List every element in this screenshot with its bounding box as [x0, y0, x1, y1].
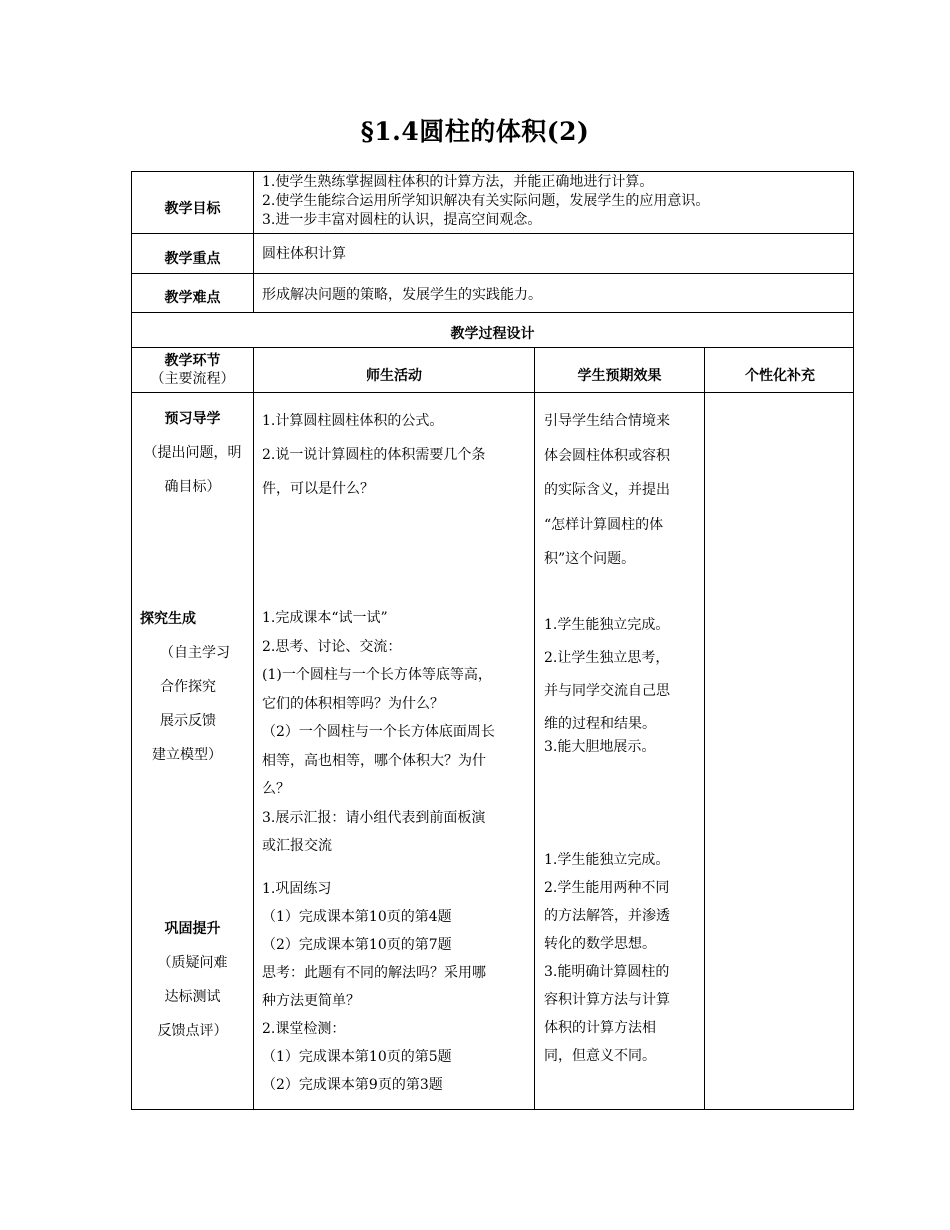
effect-line: 容积计算方法与计算	[544, 992, 670, 1008]
activity-line: 2.思考、讨论、交流：	[262, 638, 402, 655]
activity-line: 2.说一说计算圆柱的体积需要几个条	[262, 447, 486, 463]
row-divider	[132, 392, 853, 393]
stage-header-title: 教学环节	[164, 353, 221, 369]
effect-header: 学生预期效果	[577, 368, 662, 384]
stage-title: 探究生成	[140, 611, 196, 627]
stage-subtitle: 合作探究	[160, 679, 216, 695]
stage-subtitle: 达标测试	[164, 989, 221, 1005]
stage-consolidate	[132, 912, 253, 1048]
col-divider	[253, 172, 254, 312]
row-divider	[132, 233, 853, 234]
activity-line: 思考：此题有不同的解法吗？采用哪	[262, 965, 486, 981]
activity-line: （1）完成课本第10页的第5题	[262, 1049, 452, 1065]
effect-line: 的实际含义，并提出	[544, 482, 670, 498]
effect-explore	[544, 609, 670, 764]
stage-header-sub: （主要流程）	[150, 371, 235, 387]
effect-line: 2.学生能用两种不同	[544, 880, 670, 896]
effect-consolidate	[544, 846, 670, 1070]
activity-line: 么？	[262, 781, 290, 797]
activity-line: 或汇报交流	[262, 838, 332, 854]
page-title: §1.4圆柱的体积(2)	[360, 117, 590, 146]
effect-line: 的方法解答，并渗透	[544, 908, 670, 924]
col-divider	[534, 347, 535, 1109]
effect-line: 2.让学生独立思考，	[544, 650, 670, 666]
stage-subtitle: 建立模型）	[152, 747, 222, 763]
stage-subtitle: （自主学习	[160, 645, 230, 661]
activity-line: (1)一个圆柱与一个长方体等底等高，	[262, 667, 492, 683]
row-divider	[132, 347, 853, 348]
activity-line: 件，可以是什么？	[262, 481, 374, 497]
row-divider	[132, 273, 853, 274]
effect-line: 1.学生能独立完成。	[544, 617, 670, 633]
supplement-header: 个性化补充	[745, 368, 815, 384]
key-point-label: 教学重点	[164, 251, 221, 267]
effect-line: 积”这个问题。	[544, 551, 636, 567]
effect-line: 并与同学交流自己思	[544, 683, 670, 699]
effect-line: 体积的计算方法相	[544, 1020, 656, 1036]
stage-title: 巩固提升	[164, 921, 221, 937]
stage-subtitle: （质疑问难	[157, 955, 228, 971]
stage-explore	[140, 602, 230, 772]
difficulty-label: 教学难点	[164, 290, 221, 306]
activity-line: 种方法更简单？	[262, 993, 360, 1009]
stage-subtitle: （提出问题，明	[143, 445, 242, 461]
goals-label: 教学目标	[164, 201, 221, 217]
activity-header: 师生活动	[366, 368, 422, 384]
effect-line: 体会圆柱体积或容积	[544, 447, 670, 464]
effect-line: 维的过程和结果。	[544, 716, 656, 732]
activity-line: 3.展示汇报：请小组代表到前面板演	[262, 809, 486, 826]
activity-line: （2）一个圆柱与一个长方体底面周长	[262, 724, 495, 740]
effect-line: 3.能大胆地展示。	[544, 739, 656, 755]
activity-line: 它们的体积相等吗？为什么？	[262, 695, 444, 712]
difficulty-text: 形成解决问题的策略，发展学生的实践能力。	[262, 287, 542, 303]
activity-line: 1.完成课本“试一试”	[262, 610, 388, 626]
activity-line: （2）完成课本第9页的第3题	[262, 1077, 443, 1093]
activity-line: （2）完成课本第10页的第7题	[262, 937, 452, 953]
effect-line: 同，但意义不同。	[544, 1048, 656, 1064]
lesson-plan-table	[131, 171, 854, 1110]
effect-line: 转化的数学思想。	[544, 936, 656, 952]
activity-preview	[262, 404, 485, 506]
effect-preview	[544, 404, 670, 577]
activity-explore	[262, 604, 495, 861]
goal-item: 3.进一步丰富对圆柱的认识，提高空间观念。	[262, 212, 542, 228]
goals-content	[262, 173, 709, 230]
col-divider	[704, 347, 705, 1109]
stage-subtitle: 展示反馈	[160, 713, 216, 729]
activity-line: （1）完成课本第10页的第4题	[262, 909, 452, 925]
effect-line: 1.学生能独立完成。	[544, 852, 670, 868]
stage-header	[132, 352, 253, 388]
row-divider	[132, 312, 853, 313]
col-divider	[253, 347, 254, 1109]
stage-subtitle: 反馈点评）	[157, 1023, 228, 1039]
effect-line: 引导学生结合情境来	[544, 413, 670, 429]
stage-preview	[132, 402, 253, 504]
stage-subtitle: 确目标）	[164, 479, 221, 495]
activity-consolidate	[262, 875, 486, 1099]
key-point-text: 圆柱体积计算	[262, 246, 346, 262]
effect-line: 3.能明确计算圆柱的	[544, 964, 670, 980]
activity-line: 2.课堂检测：	[262, 1021, 346, 1037]
activity-line: 1.巩固练习	[262, 881, 332, 897]
goal-item: 2.使学生能综合运用所学知识解决有关实际问题，发展学生的应用意识。	[262, 193, 710, 209]
process-title: 教学过程设计	[450, 326, 535, 342]
stage-title: 预习导学	[164, 411, 221, 427]
goal-item: 1.使学生熟练掌握圆柱体积的计算方法，并能正确地进行计算。	[262, 174, 654, 190]
activity-line: 相等，高也相等，哪个体积大？为什	[262, 752, 486, 769]
activity-line: 1.计算圆柱圆柱体积的公式。	[262, 413, 444, 429]
effect-line: “怎样计算圆柱的体	[544, 516, 664, 533]
